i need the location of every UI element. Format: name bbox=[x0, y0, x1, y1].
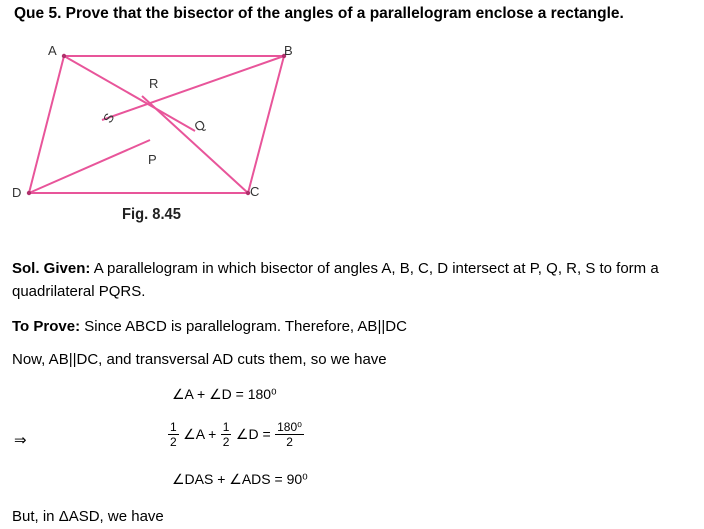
label-a: A bbox=[48, 43, 57, 58]
bisector-b bbox=[102, 56, 284, 120]
to-prove-text: Since ABCD is parallelogram. Therefore, AB||DC bbox=[80, 318, 407, 335]
vertex-dots bbox=[27, 54, 286, 195]
label-r: R bbox=[149, 76, 159, 91]
bisector-d bbox=[29, 140, 150, 193]
equation-angle-sum: ∠A + ∠D = 180⁰ bbox=[172, 386, 277, 402]
implies-symbol: ⇒ bbox=[14, 432, 27, 449]
given-paragraph bbox=[12, 257, 696, 303]
figure-caption: Fig. 8.45 bbox=[122, 206, 181, 223]
given-label: Sol. Given: bbox=[12, 260, 91, 277]
parallelogram-figure bbox=[0, 34, 310, 234]
label-b: B bbox=[284, 43, 293, 58]
angle-d-term: ∠D = bbox=[235, 426, 271, 442]
question-title: Que 5. Prove that the bisector of the angles of a parallelogram enclose a rectangle. bbox=[14, 5, 624, 22]
label-s: S bbox=[99, 110, 118, 126]
to-prove-label: To Prove: bbox=[12, 318, 81, 335]
equation-half-angles bbox=[168, 420, 304, 460]
given-text: A parallelogram in which bisector of angles A, B, C, D intersect at P, Q, R, S to form a quadrilateral PQRS. bbox=[12, 260, 659, 300]
equation-das-ads: ∠DAS + ∠ADS = 90⁰ bbox=[172, 471, 308, 487]
fraction-half-d: $\frac{1}{2}$ bbox=[222, 420, 230, 449]
transversal-paragraph: Now, AB||DC, and transversal AD cuts them, so we have bbox=[12, 351, 387, 368]
label-c: C bbox=[250, 184, 260, 199]
label-d: D bbox=[12, 185, 22, 200]
label-p: P bbox=[148, 152, 157, 167]
angle-a-term: ∠A + bbox=[183, 426, 217, 442]
fraction-rhs: $\frac{\text{180⁰}}{2}$ bbox=[277, 420, 302, 449]
label-q: Q bbox=[191, 116, 208, 135]
fraction-half-a: $\frac{1}{2}$ bbox=[170, 420, 177, 449]
to-prove-paragraph bbox=[12, 315, 407, 338]
bisector-c bbox=[142, 96, 248, 193]
triangle-paragraph: But, in ΔASD, we have bbox=[12, 508, 164, 525]
